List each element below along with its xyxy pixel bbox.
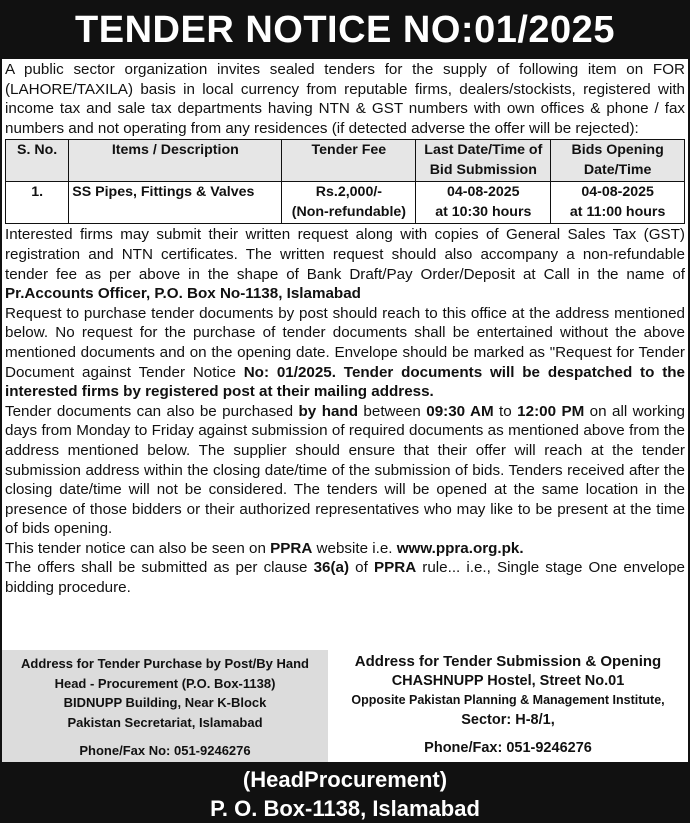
para3-t3: to [493, 402, 518, 420]
para5-t3: rule... i.e., Single stage One envelope bidding procedure. [5, 559, 685, 597]
paragraph-website [5, 539, 685, 559]
cell-sno: 1. [6, 182, 69, 224]
cell-last-date [416, 182, 551, 224]
submission-line3: Sector: H-8/1, [461, 711, 555, 728]
header-opening: Bids Opening Date/Time [551, 140, 685, 182]
header-items: Items / Description [69, 140, 282, 182]
footer-line2: P. O. Box-1138, Islamabad [210, 796, 480, 821]
para3-b2: 09:30 AM [426, 402, 494, 420]
para5-b1: 36(a) [313, 559, 350, 577]
fee-note: (Non-refundable) [291, 203, 407, 220]
cell-item: SS Pipes, Fittings & Valves [69, 182, 282, 224]
purchase-line1: Head - Procurement (P.O. Box-1138) [54, 675, 276, 691]
paragraph-request [5, 225, 685, 303]
submission-line2: Opposite Pakistan Planning & Management Institute, [351, 693, 665, 707]
submission-line1: CHASHNUPP Hostel, Street No.01 [391, 672, 625, 689]
para5-t1: The offers shall be submitted as per clause [5, 559, 314, 577]
ppra-website-link: www.ppra.org.pk. [396, 539, 524, 557]
last-time: at 10:30 hours [435, 203, 532, 220]
cell-fee [282, 182, 416, 224]
para4-t2: website i.e. [312, 539, 397, 557]
purchase-phone: Phone/Fax No: 051-9246276 [79, 743, 251, 758]
table-header-row [6, 140, 685, 182]
para3-t1: Tender documents can also be purchased [5, 402, 299, 420]
submission-phone: Phone/Fax: 051-9246276 [424, 740, 592, 756]
para3-b1: by hand [298, 402, 358, 420]
para3-t2: between [357, 402, 427, 420]
purchase-line3: Pakistan Secretariat, Islamabad [67, 714, 263, 730]
para2-text: Request to purchase tender documents by post should reach to this office at the address mentioned below. No request for the purchase of tender documents shall be entertained without the above mentioned documents and on the opening date. Envelope should be marked as "Request for Tender Document against Tender Notice [5, 304, 685, 381]
intro-paragraph: A public sector organization invites sealed tenders for the supply of following item on FOR (LAHORE/TAXILA) basis in local currency from reputable firms, dealers/stockists, registered with income tax and sale tax departments having NTN & GST numbers with own offices & phone / fax numbers and not operating from any residences (if detected adverse the offer will be rejected): [5, 61, 685, 137]
para5-t2: of [349, 559, 374, 577]
address-purchase [2, 650, 328, 762]
tender-table [5, 139, 685, 224]
header-last-date: Last Date/Time of Bid Submission [416, 140, 551, 182]
para4-b1: PPRA [270, 539, 313, 557]
address-row [2, 650, 688, 762]
table-row [6, 182, 685, 224]
cell-opening [551, 182, 685, 224]
para4-t1: This tender notice can also be seen on [5, 539, 271, 557]
notice-body [2, 59, 688, 598]
purchase-line2: BIDNUPP Building, Near K-Block [63, 695, 267, 710]
purchase-heading: Address for Tender Purchase by Post/By Hand [21, 656, 309, 671]
submission-heading: Address for Tender Submission & Opening [354, 653, 662, 670]
para3-b3: 12:00 PM [517, 402, 585, 420]
notice-title: TENDER NOTICE NO:01/2025 [75, 9, 615, 51]
para3-t4: on all working days from Monday to Friday against submission of required documents as mentioned above from the address mentioned below. The supplier should ensure that their offer will reach at the tender submission address within the closing date/time of the submission of bids. Tenders received after the closing date/time will not be considered. The tenders will be opened at the same location in the presence of those bidders or their authorized representatives who may like to be present at the time of bids opening. [5, 402, 685, 538]
paragraph-post [5, 304, 685, 402]
last-date: 04-08-2025 [447, 184, 520, 201]
para1-text: Interested firms may submit their written request along with copies of General Sales Tax (GST) registration and NTN certificates. The written request should also accompany a non-refundable tender fee as per above in the shape of Bank Draft/Pay Order/Deposit at Call in the name of [5, 226, 685, 283]
para2-bold1: No: 01/2025. [243, 363, 336, 381]
fee-amount: Rs.2,000/- [315, 184, 382, 201]
open-date: 04-08-2025 [581, 184, 654, 201]
paragraph-by-hand [5, 402, 685, 539]
para5-b2: PPRA [373, 559, 417, 577]
footer-line1: (HeadProcurement) [242, 767, 448, 792]
para1-bold: Pr.Accounts Officer, P.O. Box No-1138, Islamabad [5, 285, 361, 303]
title-bar [2, 2, 688, 59]
header-sno: S. No. [6, 140, 69, 182]
open-time: at 11:00 hours [569, 203, 666, 220]
header-fee: Tender Fee [282, 140, 416, 182]
paragraph-clause [5, 558, 685, 597]
footer [2, 762, 688, 821]
para2-bold2: Tender documents will be despatched to the interested firms by registered post at their mailing address. [5, 363, 685, 401]
address-submission [328, 650, 688, 762]
